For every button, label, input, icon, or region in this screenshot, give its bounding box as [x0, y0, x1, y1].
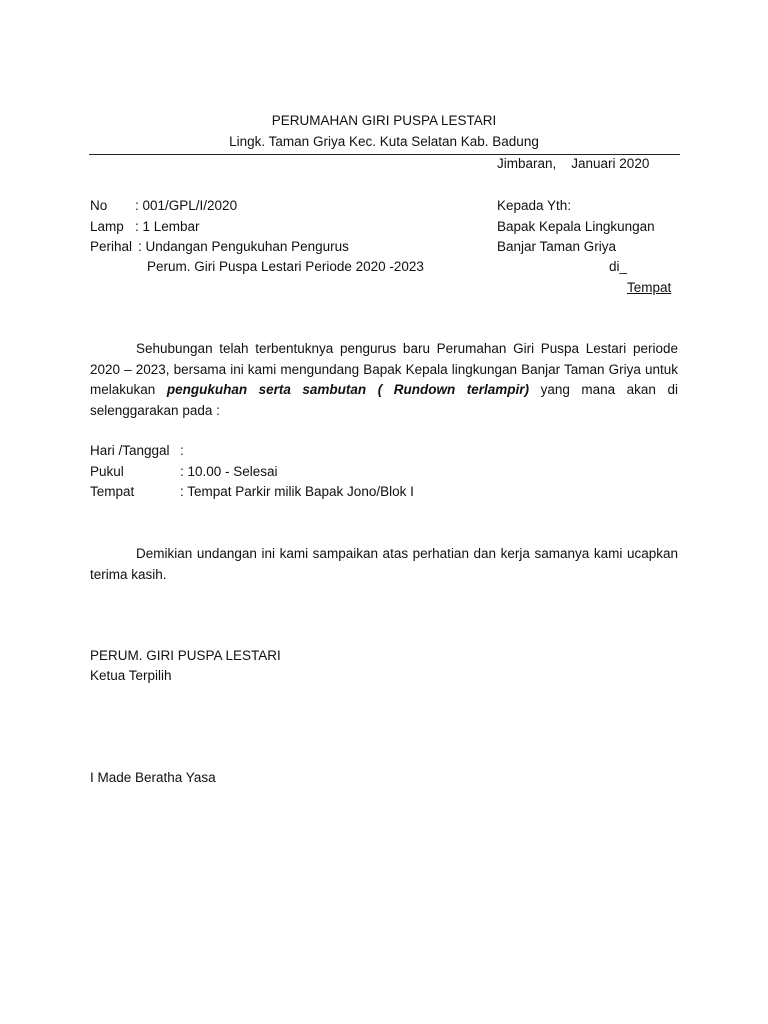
letter-date: Jimbaran, Januari 2020: [497, 156, 650, 171]
meta-lamp-label: Lamp: [90, 219, 124, 234]
letterhead-address: Lingk. Taman Griya Kec. Kuta Selatan Kab. Badung: [229, 134, 539, 149]
recipient-line-2: Banjar Taman Griya: [497, 239, 617, 254]
detail-label-time: Pukul: [90, 464, 124, 479]
paragraph-1-text-a: Sehubungan telah terbentuknya pengurus baru Perumahan Giri Puspa Lestari periode 2020 – 2023, bersama ini kami mengundang Bapak Kepala lingkungan Banjar Taman Griya untuk melakukan: [90, 341, 678, 397]
signature-name: I Made Beratha Yasa: [90, 770, 216, 785]
meta-no-label: No: [90, 198, 108, 213]
signature-org: PERUM. GIRI PUSPA LESTARI: [90, 648, 281, 663]
meta-perihal-value: : Undangan Pengukuhan Pengurus: [138, 239, 349, 254]
recipient-greeting: Kepada Yth:: [497, 198, 572, 213]
paragraph-1-text-b: yang mana akan di selenggarakan pada :: [90, 382, 678, 418]
meta-perihal-continued: Perum. Giri Puspa Lestari Periode 2020 -2023: [147, 259, 424, 274]
paragraph-1-emphasis: pengukuhan serta sambutan ( Rundown terlampir): [166, 382, 530, 397]
detail-label-place: Tempat: [90, 484, 135, 499]
paragraph-2-text: Demikian undangan ini kami sampaikan atas perhatian dan kerja samanya kami ucapkan terima kasih.: [90, 546, 678, 582]
signature-title: Ketua Terpilih: [90, 668, 172, 683]
letterhead-org-name: PERUMAHAN GIRI PUSPA LESTARI: [271, 113, 497, 128]
detail-value-place: : Tempat Parkir milik Bapak Jono/Blok I: [180, 484, 414, 499]
detail-value-time: : 10.00 - Selesai: [180, 464, 278, 479]
body-paragraph-1: [90, 339, 678, 421]
body-paragraph-2: [90, 544, 678, 585]
recipient-line-1: Bapak Kepala Lingkungan: [497, 219, 655, 234]
recipient-place: Tempat: [627, 280, 672, 295]
recipient-di: di_: [609, 259, 628, 274]
meta-lamp-value: : 1 Lembar: [135, 219, 200, 234]
detail-label-date: Hari /Tanggal: [90, 443, 170, 458]
meta-perihal-label: Perihal: [90, 239, 133, 254]
detail-value-date: :: [180, 443, 184, 458]
meta-no-value: : 001/GPL/I/2020: [135, 198, 238, 213]
